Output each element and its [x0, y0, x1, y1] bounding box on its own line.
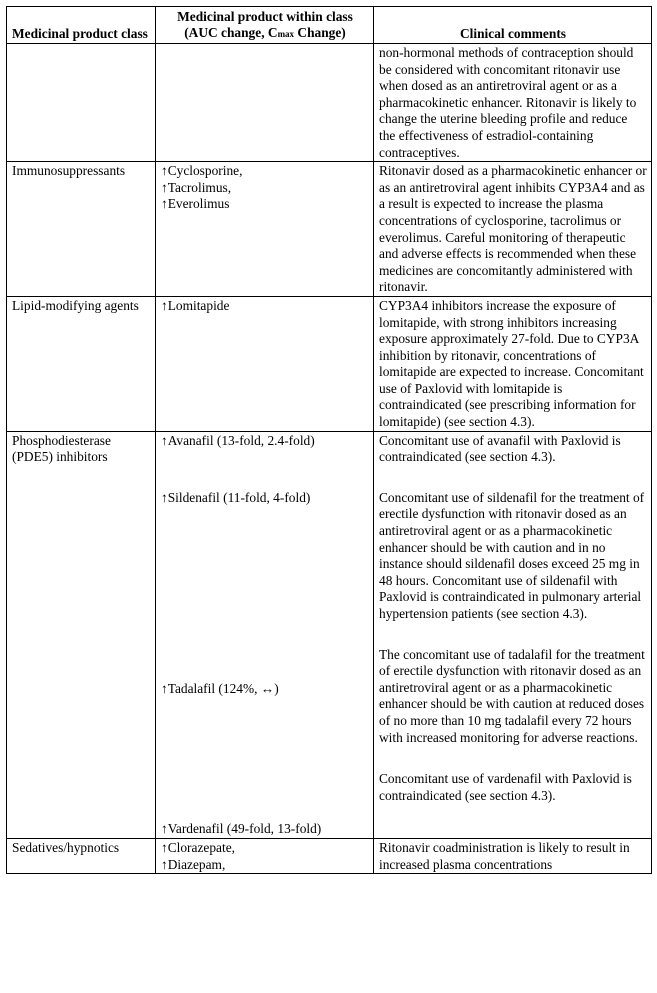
class-cell-empty — [7, 44, 156, 162]
header-product-class: Medicinal product class — [7, 7, 156, 44]
header-col2-subscript: max — [277, 29, 295, 40]
table-header-row — [7, 7, 652, 44]
drug-everolimus: ↑Everolimus — [161, 196, 230, 212]
interaction-table — [6, 6, 652, 874]
drug-tadalafil: ↑Tadalafil (124%, ↔) — [161, 680, 279, 696]
header-col2-line2-post: Change) — [294, 25, 346, 41]
spacer — [161, 507, 369, 681]
drug-clorazepate: ↑Clorazepate, — [161, 840, 235, 856]
drug-vardenafil: ↑Vardenafil (49-fold, 13-fold) — [161, 821, 322, 837]
table-row — [7, 162, 652, 297]
comment-vardenafil: Concomitant use of vardenafil with Paxlovid is contraindicated (see section 4.3). — [379, 771, 632, 803]
drug-lomitapide: ↑Lomitapide — [156, 296, 374, 431]
table-row — [7, 431, 652, 838]
header-product-within-class — [156, 7, 374, 44]
spacer — [379, 466, 647, 490]
class-pde5-inhibitors: Phosphodiesterase (PDE5) inhibitors — [7, 431, 156, 838]
comments-pde5 — [374, 431, 652, 838]
comment-contraceptives: non-hormonal methods of contraception should be considered with concomitant ritonavir use when dosed as an antiretroviral agent or as a pharmacokinetic enhancer. Ritonavir is likely to change the uterine bleeding profile and reduce the effectiveness of estradiol-containing contraceptives. — [374, 44, 652, 162]
header-col2-line2-pre: (AUC change, C — [184, 25, 278, 41]
comment-immunosuppressants: Ritonavir dosed as a pharmacokinetic enhancer or as an antiretroviral agent inhibits CYP3A4 and as a result is expected to increase the plasma concentrations of cyclosporine, tacrolimus or everolimus. Careful monitoring of therapeutic and adverse effects is recommended when these medicines are concomitantly administered with ritonavir. — [374, 162, 652, 297]
document-page — [6, 6, 652, 874]
drugs-pde5 — [156, 431, 374, 838]
spacer — [161, 449, 369, 490]
drugs-sedatives — [156, 839, 374, 874]
drug-cyclosporine: ↑Cyclosporine, — [161, 163, 243, 179]
comment-sedatives: Ritonavir coadministration is likely to result in increased plasma concentrations — [374, 839, 652, 874]
header-col2-line1: Medicinal product within class — [177, 8, 353, 24]
class-lipid-modifying: Lipid-modifying agents — [7, 296, 156, 431]
class-sedatives: Sedatives/hypnotics — [7, 839, 156, 874]
drug-tacrolimus: ↑Tacrolimus, — [161, 179, 232, 195]
table-row — [7, 44, 652, 162]
class-immunosuppressants: Immunosuppressants — [7, 162, 156, 297]
drugs-immunosuppressants — [156, 162, 374, 297]
table-row — [7, 296, 652, 431]
comment-lomitapide: CYP3A4 inhibitors increase the exposure of lomitapide, with strong inhibitors increasing exposure approximately 27-fold. Due to CYP3A inhibition by ritonavir, concentrations of lomitapide are expected to increase. Concomitant use of Paxlovid with lomitapide is contraindicated (see prescribing information for lomitapide) (see section 4.3). — [374, 296, 652, 431]
spacer — [161, 697, 369, 821]
drug-cell-empty — [156, 44, 374, 162]
comment-sildenafil: Concomitant use of sildenafil for the treatment of erectile dysfunction with ritonavir dosed as an antiretroviral agent or as a pharmacokinetic enhancer should be with caution and in no instance should sildenafil doses exceed 25 mg in 48 hours. Concomitant use of sildenafil with Paxlovid is contraindicated in pulmonary arterial hypertension patients (see section 4.3). — [379, 489, 645, 621]
comment-avanafil: Concomitant use of avanafil with Paxlovid is contraindicated (see section 4.3). — [379, 432, 621, 465]
drug-sildenafil: ↑Sildenafil (11-fold, 4-fold) — [161, 490, 311, 506]
header-clinical-comments: Clinical comments — [374, 7, 652, 44]
comment-tadalafil: The concomitant use of tadalafil for the treatment of erectile dysfunction with ritonavir dosed as an antiretroviral agent or as a pharmacokinetic enhancer should be with caution at reduced doses of no more than 10 mg tadalafil every 72 hours with increased monitoring for adverse reactions. — [379, 646, 645, 745]
table-row — [7, 839, 652, 874]
drug-diazepam: ↑Diazepam, — [161, 856, 226, 872]
spacer — [379, 623, 647, 647]
spacer — [379, 746, 647, 771]
drug-avanafil: ↑Avanafil (13-fold, 2.4-fold) — [161, 432, 315, 448]
